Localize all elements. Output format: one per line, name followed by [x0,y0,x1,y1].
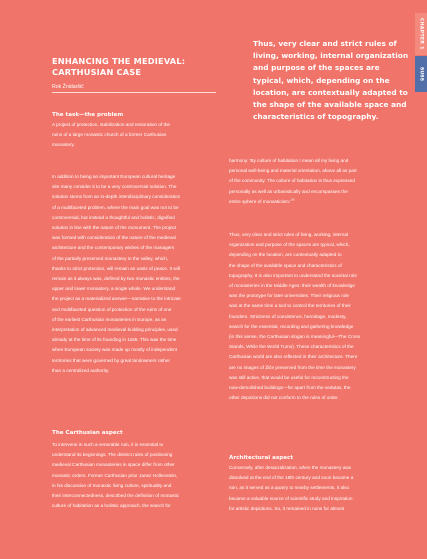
text-line: was formed with consideration of the nature of the medieval [52,235,176,241]
text-line: ruins of a large monastic church of a former Carthusian [52,132,167,138]
text-line: of monasteries in the Middle Ages: their wealth of knowledge [229,283,355,289]
pull-quote: Thus, very clear and strict rules of living, working, internal organization and purpose of the spaces are typical, which, depending on the location, are contextually adapted to the shape of the available space and characteristics of topography. [253,39,409,122]
heading-carthusian: The Carthusian aspect [52,430,123,436]
text-line: territories that were governed by great landowners rather [52,357,171,363]
task-paragraph [52,120,228,151]
article-title-line-2: CARTHUSIAN CASE [52,67,142,77]
text-line: A project of protection, stabilization and restoration of the [52,122,171,127]
text-line: than a centralized authority. [52,367,110,373]
text-line: was still active, that would be useful for reconstructing the [229,374,349,380]
text-line: solution in line with the nature of the monument. The project [52,225,177,231]
text-line: other depictions did not conform to the rules of order. [229,395,339,401]
harmony-paragraph [229,156,409,207]
text-line: of the community. The culture of habitation is thus expressed [229,178,355,184]
text-line: the shape of the available space and characteristics of [229,262,342,268]
chapter-tab-label: CHAPTER 1 [418,18,424,50]
heading-architectural: Architectural aspect [229,455,294,461]
text-line: dissolved at the end of the 18th century and soon became a [229,475,354,481]
text-line: remain as it always was, defined by two monastic entities, the [52,276,180,282]
text-line-with-footnote: entire sphere of $monasticism.'^{03}$ [229,197,295,204]
text-line: of a multifaceted problem, where the main goal was not to be [52,204,179,210]
article-author: Rok Žnidaršič [52,84,84,90]
text-line: when European society was made up mostly of independent [52,347,178,353]
text-line: ruin, as it served as a quarry to nearby settlements, it also [229,485,350,491]
text-line: culture of habitation as a holistic approach, the search for [52,503,171,509]
text-line: In addition to being an important European cultural heritage [52,174,176,179]
text-line: now-demolished buildings—for apart from the vedutas, the [229,385,351,391]
text-line: architecture and the contemporary wishes of the managers [52,245,175,251]
section-tab-label: ՑՍՑՑ [418,66,424,82]
intro-paragraph [52,172,228,376]
chapter-tab[interactable] [415,13,427,55]
text-line: (in this sense, the Carthusian slogan is meaningful—The Cross [229,334,361,340]
article-title-line-1: ENHANCING THE MEDIEVAL: [52,56,186,66]
text-line: site many consider it to be a very controversial solution. The [52,184,177,190]
text-line: of the earliest Carthusian monasteries in Europe, as an [52,316,167,322]
text-line: was the prototype for later universities. Their religious role [229,293,350,299]
text-line: To intervene in such a venerable ruin, it is essential to [52,442,164,447]
text-line: Conversely, after desacralization, when the monastery was [229,465,352,470]
text-line: search for the essential, recording and gathering knowledge [229,323,354,329]
text-line: medieval Carthusian monasteries in space differ from other [52,462,175,468]
text-line: became a valuable source of scientific study and inspiration [229,495,353,501]
architectural-paragraph [229,463,409,514]
text-line: the project as a materialized answer—narrative to the intricate [52,296,181,302]
rules-paragraph [229,230,409,403]
text-line: understand its beginnings. The distinct rules of positioning [52,452,173,458]
text-line: solution stems from an in-depth interdisciplinary consideration [52,194,181,200]
text-line: thanks to strict protection, will remain an oasis of peace. It will [52,265,180,271]
text-line: are no images of Žiče preserved from the time the monastery [229,364,356,370]
section-tab[interactable] [415,56,427,92]
footnote-ref[interactable]: 03 [291,197,295,202]
text-line: founders. Strictness of coexistence, hermitage, modesty, [229,313,347,319]
text-line: organization and purpose of the spaces are typical, which, [229,242,350,248]
text-line: personally as well as urbanistically and encompasses the [229,188,348,194]
text-line: topography. It is also important to understand the societal role [229,272,357,278]
text-line: monastic orders. Former Carthusian prior Janez Hollenstein, [52,472,178,478]
text-line: personal well-being and material orientation, above all as part [229,168,357,174]
text-line: controversial, but instead a thoughtful and holistic, dignified [52,214,175,220]
heading-task: The task—the problem [52,112,124,118]
text-line: their interconnectedness, described the definition of monastic [52,493,180,499]
text-line: interpretation of advanced medieval building principles, used [52,327,178,333]
text-line: in his discussion of monastic living culture, spirituality and [52,482,172,488]
text-line: harmony. 'By culture of habitation I mean all my living and [229,158,349,163]
text-line: depending on the location, are contextually adapted to [229,252,342,258]
text-line: Stands, While the World Turns). These characteristics of the [229,344,354,350]
text-line: already at the time of its founding in 1165. This was the time [52,337,177,343]
text-line: was at the same time a tool to control the territories of their [229,303,351,309]
text-line: upper and lower monastery, a single whole. We understand [52,286,176,292]
text-line: monastery. [52,142,75,148]
carthusian-paragraph [52,440,228,511]
title-divider [52,92,216,93]
text-line: of the partially preserved monastery in the valley, which, [52,255,169,261]
article-title [52,56,222,78]
text-line: Thus, very clear and strict rules of living, working, internal [229,232,349,237]
text-line: for artistic depictions. So, it remained in ruins for almost [229,505,345,511]
text-line: Carthusian world are also reflected in their architecture. There [229,354,358,360]
text-line: and multifaceted question of protection of the ruins of one [52,306,172,312]
